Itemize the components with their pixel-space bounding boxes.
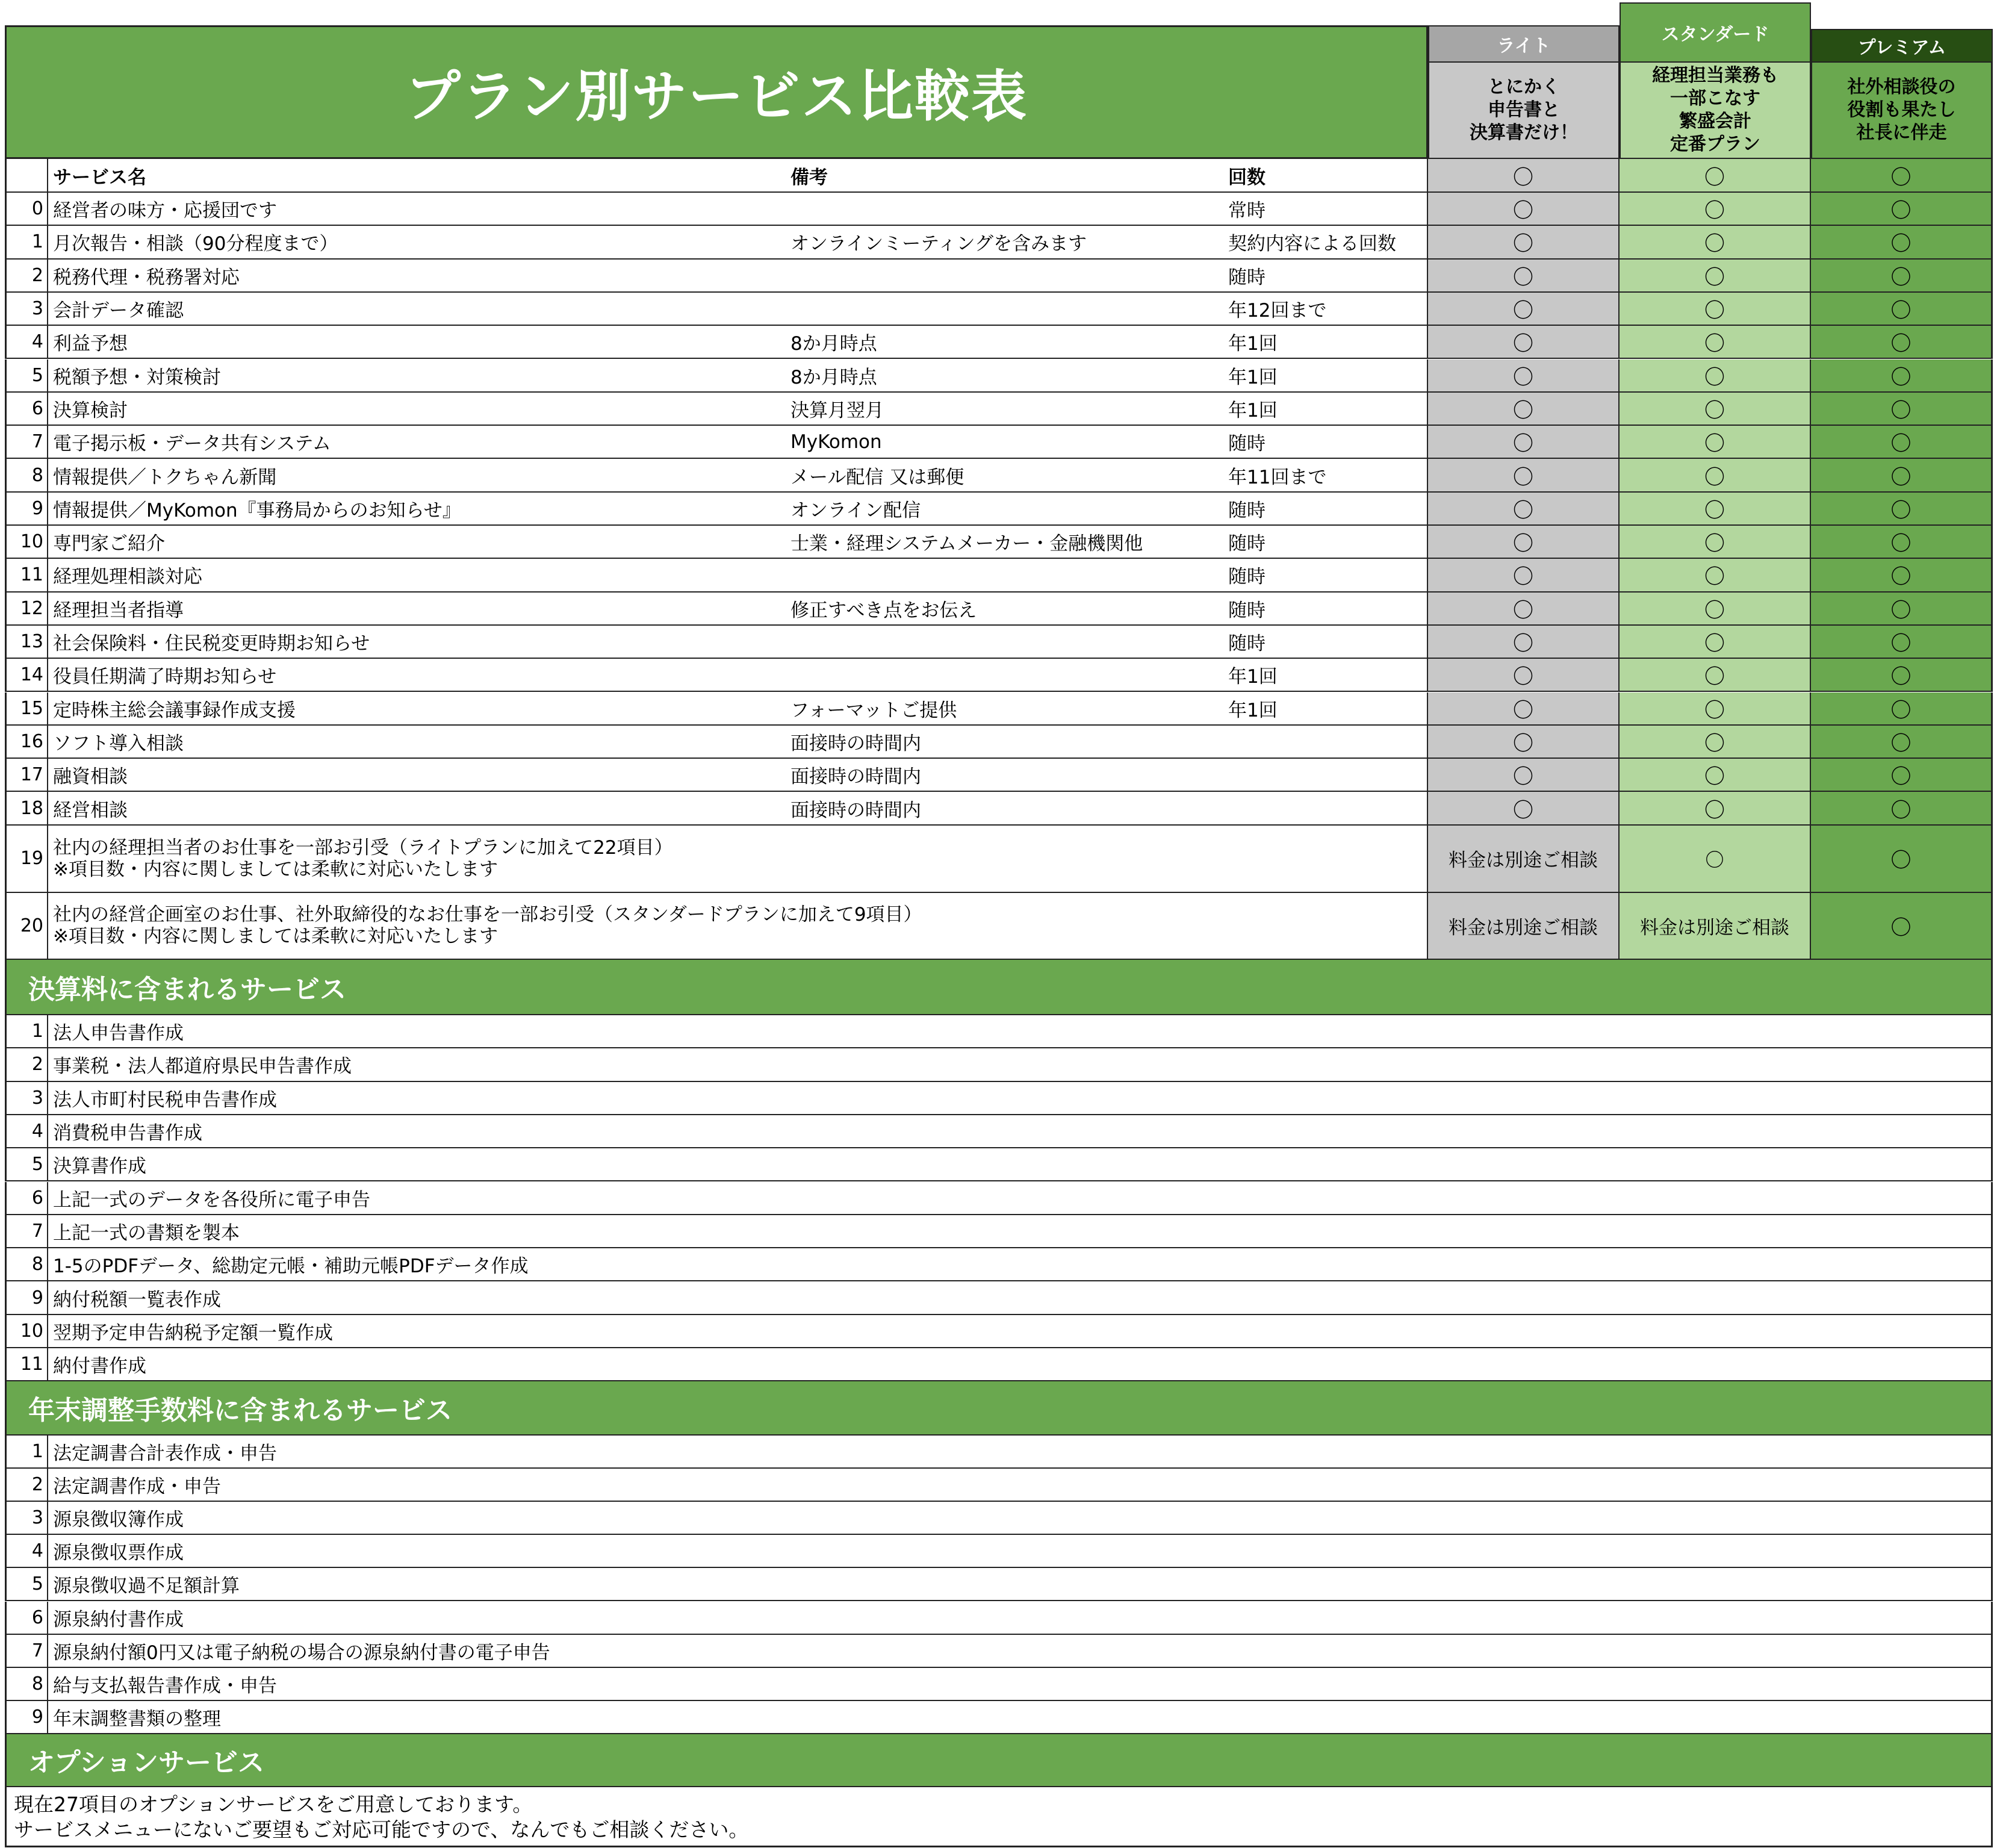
list-item [5,1082,1993,1115]
service-note: 面接時の時間内 [790,732,921,754]
row-number: 6 [5,1602,48,1634]
item-name: 上記一式の書類を製本 [48,1215,1993,1247]
service-row [5,293,1993,326]
light-mark: 〇 [1428,260,1620,291]
plan-desc-premium-text: 社外相談役の 役割も果たし 社長に伴走 [1847,76,1956,143]
list-item [5,1436,1993,1469]
row-number: 5 [5,359,48,391]
light-mark: 〇 [1428,226,1620,258]
service-name: 税額予想・対策検討 [53,366,221,388]
list-item [5,1182,1993,1215]
section-option-header [5,1734,1993,1787]
list-item [5,1048,1993,1081]
light-mark: 〇 [1428,493,1620,524]
title-banner [5,25,1428,159]
standard-mark: 〇 [1620,792,1811,824]
standard-mark: 〇 [1620,826,1811,892]
list-item [5,1635,1993,1668]
row-number: 11 [5,1348,48,1380]
service-name: 役員任期満了時期お知らせ [53,666,277,688]
service-name: 決算検討 [53,399,128,422]
list-item [5,1348,1993,1381]
section-option-title: オプションサービス [28,1747,265,1778]
row-number: 4 [5,1535,48,1567]
row-number: 8 [5,459,48,491]
service-name: 定時株主総会議事録作成支援 [53,699,296,721]
plan-header-light [1428,25,1620,63]
section-kessan-title: 決算料に含まれるサービス [28,974,346,1005]
premium-mark: 〇 [1811,459,1993,491]
option-description [5,1787,1993,1847]
row-number: 3 [5,1502,48,1534]
item-name: 源泉徴収過不足額計算 [48,1568,1993,1600]
item-name: 給与支払報告書作成・申告 [48,1668,1993,1700]
row-number: 5 [5,1568,48,1600]
plan-desc-standard-text: 経理担当業務も 一部こなす 繁盛会計 定番プラン [1652,65,1778,155]
row-number: 11 [5,559,48,591]
service-note: 面接時の時間内 [790,766,921,788]
light-mark: 料金は別途ご相談 [1428,893,1620,959]
standard-mark: 〇 [1620,692,1811,724]
premium-mark: 〇 [1811,260,1993,291]
standard-mark: 〇 [1620,526,1811,558]
service-row [5,393,1993,426]
service-row [5,526,1993,559]
list-item [5,1568,1993,1601]
plan-name-premium: プレミアム [1857,37,1946,58]
service-row [5,193,1993,226]
light-mark: 〇 [1428,526,1620,558]
standard-mark: 〇 [1620,226,1811,258]
light-mark: 〇 [1428,559,1620,591]
extra-service-row [5,893,1993,960]
item-name: 上記一式のデータを各役所に電子申告 [48,1182,1993,1214]
list-item [5,1535,1993,1568]
section-nenmatsu-header [5,1381,1993,1436]
service-note: オンラインミーティングを含みます [790,233,1087,255]
plan-desc-light [1428,61,1620,159]
service-count [1223,792,1428,824]
service-name-line-1: 社内の経理担当者のお仕事を一部お引受（ライトプランに加えて22項目） [53,836,673,859]
section-kessan-header [5,960,1993,1015]
service-row [5,559,1993,592]
service-note: オンライン配信 [790,499,921,521]
service-name: 専門家ご紹介 [53,533,165,555]
col-service-name: サービス名 [53,166,146,188]
row-number: 2 [5,1048,48,1080]
light-mark: 〇 [1428,293,1620,325]
row-number: 4 [5,1115,48,1147]
list-item [5,1281,1993,1314]
standard-mark: 〇 [1620,260,1811,291]
service-count: 年1回 [1223,692,1428,724]
standard-mark: 〇 [1620,293,1811,325]
premium-mark: 〇 [1811,226,1993,258]
list-item [5,1668,1993,1701]
plan-desc-premium [1811,61,1993,159]
list-item [5,1602,1993,1635]
item-name: 翌期予定申告納税予定額一覧作成 [48,1315,1993,1347]
service-count: 年1回 [1223,326,1428,358]
option-line-2: サービスメニューにないご要望もご対応可能ですので、なんでもご相談ください。 [14,1818,749,1841]
plan-desc-light-text: とにかく 申告書と 決算書だけ！ [1470,76,1578,143]
service-note: 決算月翌月 [790,399,884,422]
plan-name-standard: スタンダード [1661,24,1769,45]
row-number: 8 [5,1248,48,1280]
service-note [786,193,1223,225]
light-mark: 〇 [1428,426,1620,458]
row-number: 20 [5,893,48,959]
col-premium-mark: 〇 [1811,159,1993,191]
service-row [5,426,1993,459]
premium-mark: 〇 [1811,726,1993,758]
service-note: 8か月時点 [790,366,877,388]
light-mark: 〇 [1428,359,1620,391]
list-item [5,1015,1993,1048]
service-row [5,759,1993,792]
list-item [5,1148,1993,1181]
light-mark: 〇 [1428,659,1620,691]
row-number: 0 [5,193,48,225]
premium-mark: 〇 [1811,626,1993,658]
row-number: 1 [5,1015,48,1047]
plan-header-premium [1811,29,1993,63]
service-note [786,626,1223,658]
service-count: 随時 [1223,626,1428,658]
item-name: 源泉納付書作成 [48,1602,1993,1634]
row-number: 6 [5,393,48,425]
premium-mark: 〇 [1811,193,1993,225]
light-mark: 料金は別途ご相談 [1428,826,1620,892]
plan-desc-standard [1620,61,1811,159]
extra-service-row [5,826,1993,893]
service-note [786,260,1223,291]
section-nenmatsu-title: 年末調整手数料に含まれるサービス [28,1395,452,1426]
service-note: 修正すべき点をお伝え [790,599,977,621]
item-name: 法人申告書作成 [48,1015,1993,1047]
row-number: 9 [5,1701,48,1733]
premium-mark: 〇 [1811,393,1993,425]
service-row [5,260,1993,293]
light-mark: 〇 [1428,759,1620,791]
service-row [5,692,1993,726]
item-name: 1-5のPDFデータ、総勘定元帳・補助元帳PDFデータ作成 [48,1248,1993,1280]
row-number: 13 [5,626,48,658]
light-mark: 〇 [1428,326,1620,358]
service-name: 電子掲示板・データ共有システム [53,433,331,455]
service-note: MyKomon [790,431,882,453]
item-name: 消費税申告書作成 [48,1115,1993,1147]
light-mark: 〇 [1428,459,1620,491]
standard-mark: 〇 [1620,359,1811,391]
service-count: 年1回 [1223,659,1428,691]
item-name: 法定調書合計表作成・申告 [48,1436,1993,1467]
row-number: 8 [5,1668,48,1700]
row-number: 2 [5,260,48,291]
service-count: 年1回 [1223,393,1428,425]
service-row [5,626,1993,659]
list-item [5,1315,1993,1348]
standard-mark: 〇 [1620,759,1811,791]
service-name: 会計データ確認 [53,300,184,322]
service-count: 随時 [1223,426,1428,458]
standard-mark: 料金は別途ご相談 [1620,893,1811,959]
list-item [5,1248,1993,1281]
premium-mark: 〇 [1811,526,1993,558]
col-note: 備考 [790,166,828,188]
service-note [786,559,1223,591]
service-row [5,493,1993,526]
standard-mark: 〇 [1620,559,1811,591]
service-note [786,659,1223,691]
premium-mark: 〇 [1811,559,1993,591]
service-name: 経理処理相談対応 [53,566,202,588]
item-name: 源泉徴収票作成 [48,1535,1993,1567]
service-count: 常時 [1223,193,1428,225]
service-note: フォーマットご提供 [790,699,957,721]
premium-mark: 〇 [1811,493,1993,524]
service-count: 随時 [1223,260,1428,291]
service-count: 随時 [1223,593,1428,624]
light-mark: 〇 [1428,393,1620,425]
item-name: 納付税額一覧表作成 [48,1281,1993,1313]
standard-mark: 〇 [1620,393,1811,425]
premium-mark: 〇 [1811,359,1993,391]
list-item [5,1701,1993,1734]
service-name: 社会保険料・住民税変更時期お知らせ [53,633,370,655]
light-mark: 〇 [1428,593,1620,624]
service-name: 融資相談 [53,766,128,788]
standard-mark: 〇 [1620,493,1811,524]
col-count: 回数 [1223,159,1428,191]
service-name: 情報提供／トクちゃん新聞 [53,466,277,488]
option-line-1: 現在27項目のオプションサービスをご用意しております。 [14,1793,533,1816]
service-row [5,459,1993,492]
item-name: 法人市町村民税申告書作成 [48,1082,1993,1114]
row-number: 19 [5,826,48,892]
row-number: 4 [5,326,48,358]
service-name: 月次報告・相談（90分程度まで） [53,233,338,255]
service-name [48,893,1428,959]
plan-name-light: ライト [1497,36,1551,57]
row-number: 7 [5,426,48,458]
service-name-line-1: 社内の経営企画室のお仕事、社外取締役的なお仕事を一部お引受（スタンダードプランに加えて9項目） [53,904,922,926]
light-mark: 〇 [1428,726,1620,758]
service-note: メール配信 又は郵便 [790,466,964,488]
list-item [5,1502,1993,1535]
service-name: 経理担当者指導 [53,599,184,621]
standard-mark: 〇 [1620,193,1811,225]
service-name-line-2: ※項目数・内容に関しましては柔軟に対応いたします [53,858,498,880]
item-name: 法定調書作成・申告 [48,1469,1993,1501]
service-name: 経営相談 [53,799,128,821]
premium-mark: 〇 [1811,759,1993,791]
row-number: 6 [5,1182,48,1214]
row-number: 7 [5,1215,48,1247]
service-name: ソフト導入相談 [53,732,184,754]
row-number: 17 [5,759,48,791]
premium-mark: 〇 [1811,326,1993,358]
standard-mark: 〇 [1620,593,1811,624]
standard-mark: 〇 [1620,426,1811,458]
service-name: 情報提供／MyKomon『事務局からのお知らせ』 [53,499,461,521]
service-count: 年1回 [1223,359,1428,391]
service-row [5,659,1993,692]
row-number: 16 [5,726,48,758]
service-count: 随時 [1223,493,1428,524]
service-name-line-2: ※項目数・内容に関しましては柔軟に対応いたします [53,926,498,948]
premium-mark: 〇 [1811,426,1993,458]
row-number: 14 [5,659,48,691]
row-number: 5 [5,1148,48,1180]
premium-mark: 〇 [1811,293,1993,325]
premium-mark: 〇 [1811,659,1993,691]
service-row [5,593,1993,626]
service-row [5,726,1993,759]
service-count: 年12回まで [1223,293,1428,325]
premium-mark: 〇 [1811,893,1993,959]
standard-mark: 〇 [1620,726,1811,758]
service-note: 士業・経理システムメーカー・金融機関他 [790,533,1143,555]
premium-mark: 〇 [1811,593,1993,624]
row-number: 3 [5,293,48,325]
service-row [5,226,1993,259]
service-count [1223,759,1428,791]
item-name: 源泉納付額0円又は電子納税の場合の源泉納付書の電子申告 [48,1635,1993,1667]
light-mark: 〇 [1428,692,1620,724]
service-row [5,792,1993,825]
item-name: 事業税・法人都道府県民申告書作成 [48,1048,1993,1080]
premium-mark: 〇 [1811,826,1993,892]
col-standard-mark: 〇 [1620,159,1811,191]
service-count: 契約内容による回数 [1223,226,1428,258]
item-name: 納付書作成 [48,1348,1993,1380]
row-number: 2 [5,1469,48,1501]
col-num [5,159,48,191]
light-mark: 〇 [1428,626,1620,658]
row-number: 9 [5,1281,48,1313]
row-number: 1 [5,1436,48,1467]
list-item [5,1469,1993,1502]
plan-header-standard [1620,2,1811,63]
row-number: 15 [5,692,48,724]
premium-mark: 〇 [1811,792,1993,824]
light-mark: 〇 [1428,193,1620,225]
service-count: 随時 [1223,526,1428,558]
light-mark: 〇 [1428,792,1620,824]
col-light-mark: 〇 [1428,159,1620,191]
service-row [5,359,1993,393]
service-note: 8か月時点 [790,333,877,355]
row-number: 1 [5,226,48,258]
service-count: 随時 [1223,559,1428,591]
item-name: 年末調整書類の整理 [48,1701,1993,1733]
standard-mark: 〇 [1620,326,1811,358]
service-note: 面接時の時間内 [790,799,921,821]
premium-mark: 〇 [1811,692,1993,724]
row-number: 12 [5,593,48,624]
service-name: 利益予想 [53,333,128,355]
list-item [5,1215,1993,1248]
row-number: 7 [5,1635,48,1667]
item-name: 決算書作成 [48,1148,1993,1180]
service-count [1223,726,1428,758]
service-name [48,826,1428,892]
standard-mark: 〇 [1620,659,1811,691]
standard-mark: 〇 [1620,459,1811,491]
standard-mark: 〇 [1620,626,1811,658]
service-row [5,326,1993,359]
service-name: 経営者の味方・応援団です [53,200,277,222]
service-name: 税務代理・税務署対応 [53,266,240,288]
row-number: 3 [5,1082,48,1114]
column-header-row [5,159,1993,193]
row-number: 9 [5,493,48,524]
item-name: 源泉徴収簿作成 [48,1502,1993,1534]
service-note [786,293,1223,325]
row-number: 18 [5,792,48,824]
list-item [5,1115,1993,1148]
row-number: 10 [5,1315,48,1347]
service-count: 年11回まで [1223,459,1428,491]
row-number: 10 [5,526,48,558]
page-title: プラン別サービス比較表 [405,64,1028,129]
